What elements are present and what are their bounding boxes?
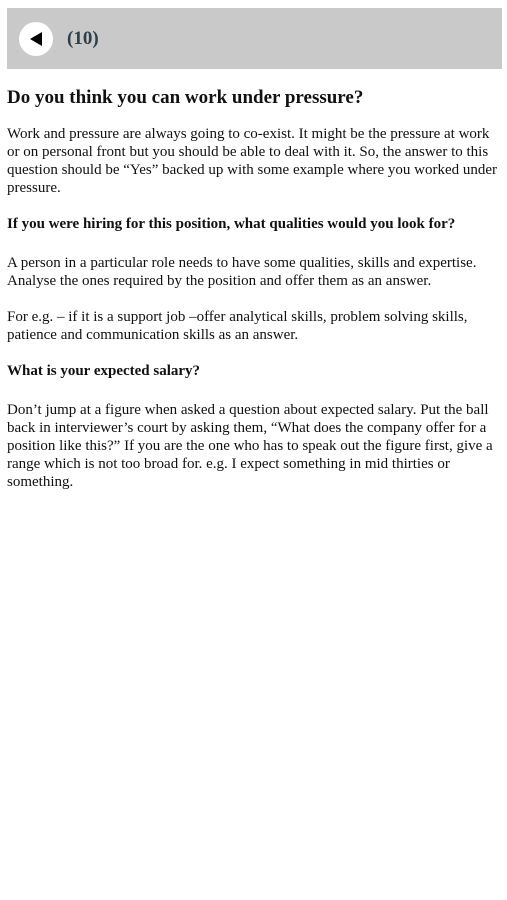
answer-paragraph: For e.g. – if it is a support job –offer analytical skills, problem solving skills, patience and communication skills as an answer. xyxy=(7,309,468,343)
answer-paragraph: Work and pressure are always going to co-exist. It might be the pressure at work or on personal front but you should be able to deal with it. So, the answer to this question should be “Yes” backed up with some example where you worked under pressure. xyxy=(7,126,498,196)
page-counter: (10) xyxy=(67,27,99,49)
question-heading: What is your expected salary? xyxy=(7,363,201,379)
question-heading: If you were hiring for this position, what qualities would you look for? xyxy=(7,216,456,232)
back-button[interactable] xyxy=(19,22,53,56)
answer-paragraph: A person in a particular role needs to have some qualities, skills and expertise. Analyse the ones required by the position and offer them as an answer. xyxy=(7,255,477,289)
answer-paragraph: Don’t jump at a figure when asked a question about expected salary. Put the ball back in interviewer’s court by asking them, “What does the company offer for a position like this?” If you are the one who has to speak out the figure first, give a range which is not too broad for. e.g. I expect something in mid thirties or something. xyxy=(7,402,493,490)
article-body xyxy=(7,86,501,509)
article-title: Do you think you can work under pressure? xyxy=(7,87,364,108)
top-bar xyxy=(7,8,502,69)
back-triangle-icon xyxy=(28,31,44,47)
